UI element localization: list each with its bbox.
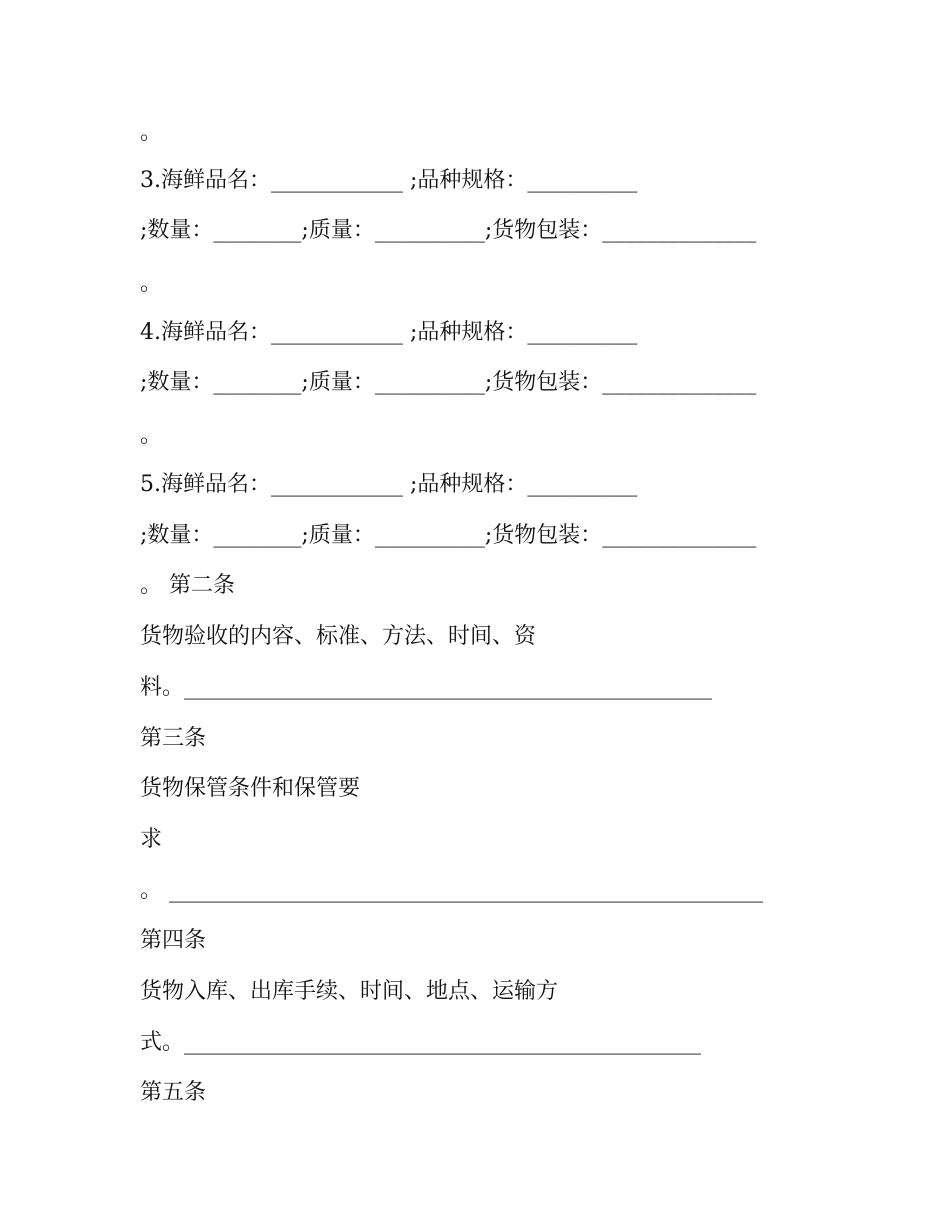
text-line: 。 (140, 120, 163, 145)
text-line: 货物保管条件和保管要 (140, 776, 361, 801)
section-heading: 第五条 (140, 1080, 207, 1105)
text-line: ;数量：________;质量：__________;货物包装：______________ (140, 370, 757, 395)
text-line: ;数量：________;质量：__________;货物包装：______________ (140, 523, 757, 548)
section-heading: 。 第二条 (140, 573, 235, 598)
section-heading: 第四条 (140, 928, 207, 953)
text-line: 求 (140, 827, 163, 852)
text-line: ;数量：________;质量：__________;货物包装：______________ (140, 218, 757, 243)
section-heading: 第三条 (140, 726, 207, 751)
text-line: 4.海鲜品名：____________ ;品种规格：__________ (140, 320, 638, 345)
text-line: 料。________________________________________________ (140, 675, 713, 700)
text-line: 。 (140, 423, 163, 448)
text-line: 。 ______________________________________________________ (140, 878, 763, 903)
text-line: 5.海鲜品名：____________ ;品种规格：__________ (140, 472, 638, 497)
text-line: 式。_______________________________________________ (140, 1030, 702, 1055)
text-line: 货物验收的内容、标准、方法、时间、资 (140, 624, 537, 649)
text-line: 货物入库、出库手续、时间、地点、运输方 (140, 979, 559, 1004)
text-line: 3.海鲜品名：____________ ;品种规格：__________ (140, 168, 638, 193)
text-line: 。 (140, 271, 163, 296)
